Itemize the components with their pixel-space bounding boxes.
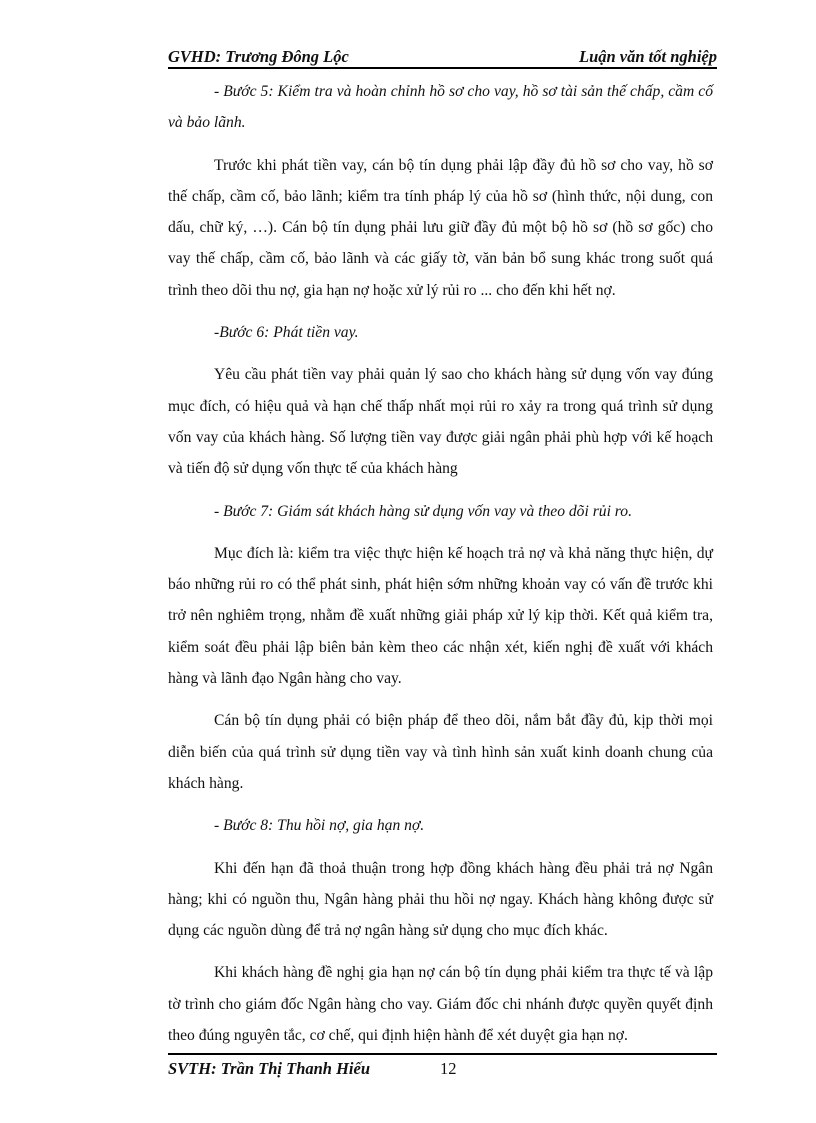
paragraph: Cán bộ tín dụng phải có biện pháp để theo dõi, nắm bắt đầy đủ, kịp thời mọi diễn biến của quá trình sử dụng tiền vay và tình hình sản xuất kinh doanh chung của khách hàng.: [168, 712, 713, 792]
page-header: [168, 45, 717, 69]
paragraph: Mục đích là: kiểm tra việc thực hiện kế hoạch trả nợ và khả năng thực hiện, dự báo những rủi ro có thể phát sinh, phát hiện sớm những khoản vay có vấn đề trước khi trở nên nghiêm trọng, nhằm đề xuất những giải pháp xử lý kịp thời. Kết quả kiểm tra, kiểm soát đều phải lập biên bản kèm theo các nhận xét, kiến nghị đề xuất với khách hàng và lãnh đạo Ngân hàng cho vay.: [168, 544, 713, 688]
paragraph: Khi khách hàng đề nghị gia hạn nợ cán bộ tín dụng phải kiểm tra thực tế và lập tờ trình cho giám đốc Ngân hàng cho vay. Giám đốc chi nhánh được quyền quyết định theo đúng nguyên tắc, cơ chế, qui định hiện hành để xét duyệt gia hạn nợ.: [168, 964, 713, 1045]
page-number: 12: [440, 1059, 457, 1078]
step-5-heading: - Bước 5: Kiểm tra và hoàn chỉnh hồ sơ cho vay, hồ sơ tài sản thế chấp, cầm cố và bảo lãnh.: [168, 83, 713, 132]
body-text: [168, 76, 713, 1062]
header-advisor: GVHD: Trương Đông Lộc: [168, 47, 349, 66]
paragraph: Khi đến hạn đã thoả thuận trong hợp đồng khách hàng đều phải trả nợ Ngân hàng; khi có nguồn thu, Ngân hàng phải thu hồi nợ ngay. Khách hàng không được sử dụng các nguồn dùng để trả nợ ngân hàng sử dụng cho mục đích khác.: [168, 859, 713, 940]
page-footer: [168, 1053, 717, 1081]
step-8-heading: - Bước 8: Thu hồi nợ, gia hạn nợ.: [214, 817, 425, 835]
step-7-heading: - Bước 7: Giám sát khách hàng sử dụng vốn vay và theo dõi rủi ro.: [214, 502, 632, 520]
step-6-heading: -Bước 6: Phát tiền vay.: [214, 324, 359, 342]
paragraph: Yêu cầu phát tiền vay phải quản lý sao cho khách hàng sử dụng vốn vay đúng mục đích, có hiệu quả và hạn chế thấp nhất mọi rủi ro xảy ra trong quá trình sử dụng vốn vay của khách hàng. Số lượng tiền vay được giải ngân phải phù hợp với kế hoạch và tiến độ sử dụng vốn thực tế của khách hàng: [168, 366, 713, 478]
footer-author: SVTH: Trần Thị Thanh Hiếu: [168, 1059, 371, 1078]
header-doc-type: Luận văn tốt nghiệp: [579, 47, 717, 66]
paragraph: Trước khi phát tiền vay, cán bộ tín dụng phải lập đầy đủ hồ sơ cho vay, hồ sơ thế chấp, cầm cố, bảo lãnh; kiểm tra tính pháp lý của hồ sơ (hình thức, nội dung, con dấu, chữ ký, …). Cán bộ tín dụng phải lưu giữ đầy đủ một bộ hồ sơ (hồ sơ gốc) cho vay thế chấp, cầm cố, bảo lãnh và các giấy tờ, văn bản bổ sung khác trong suốt quá trình theo dõi thu nợ, gia hạn nợ hoặc xử lý rủi ro ... cho đến khi hết nợ.: [168, 156, 713, 299]
